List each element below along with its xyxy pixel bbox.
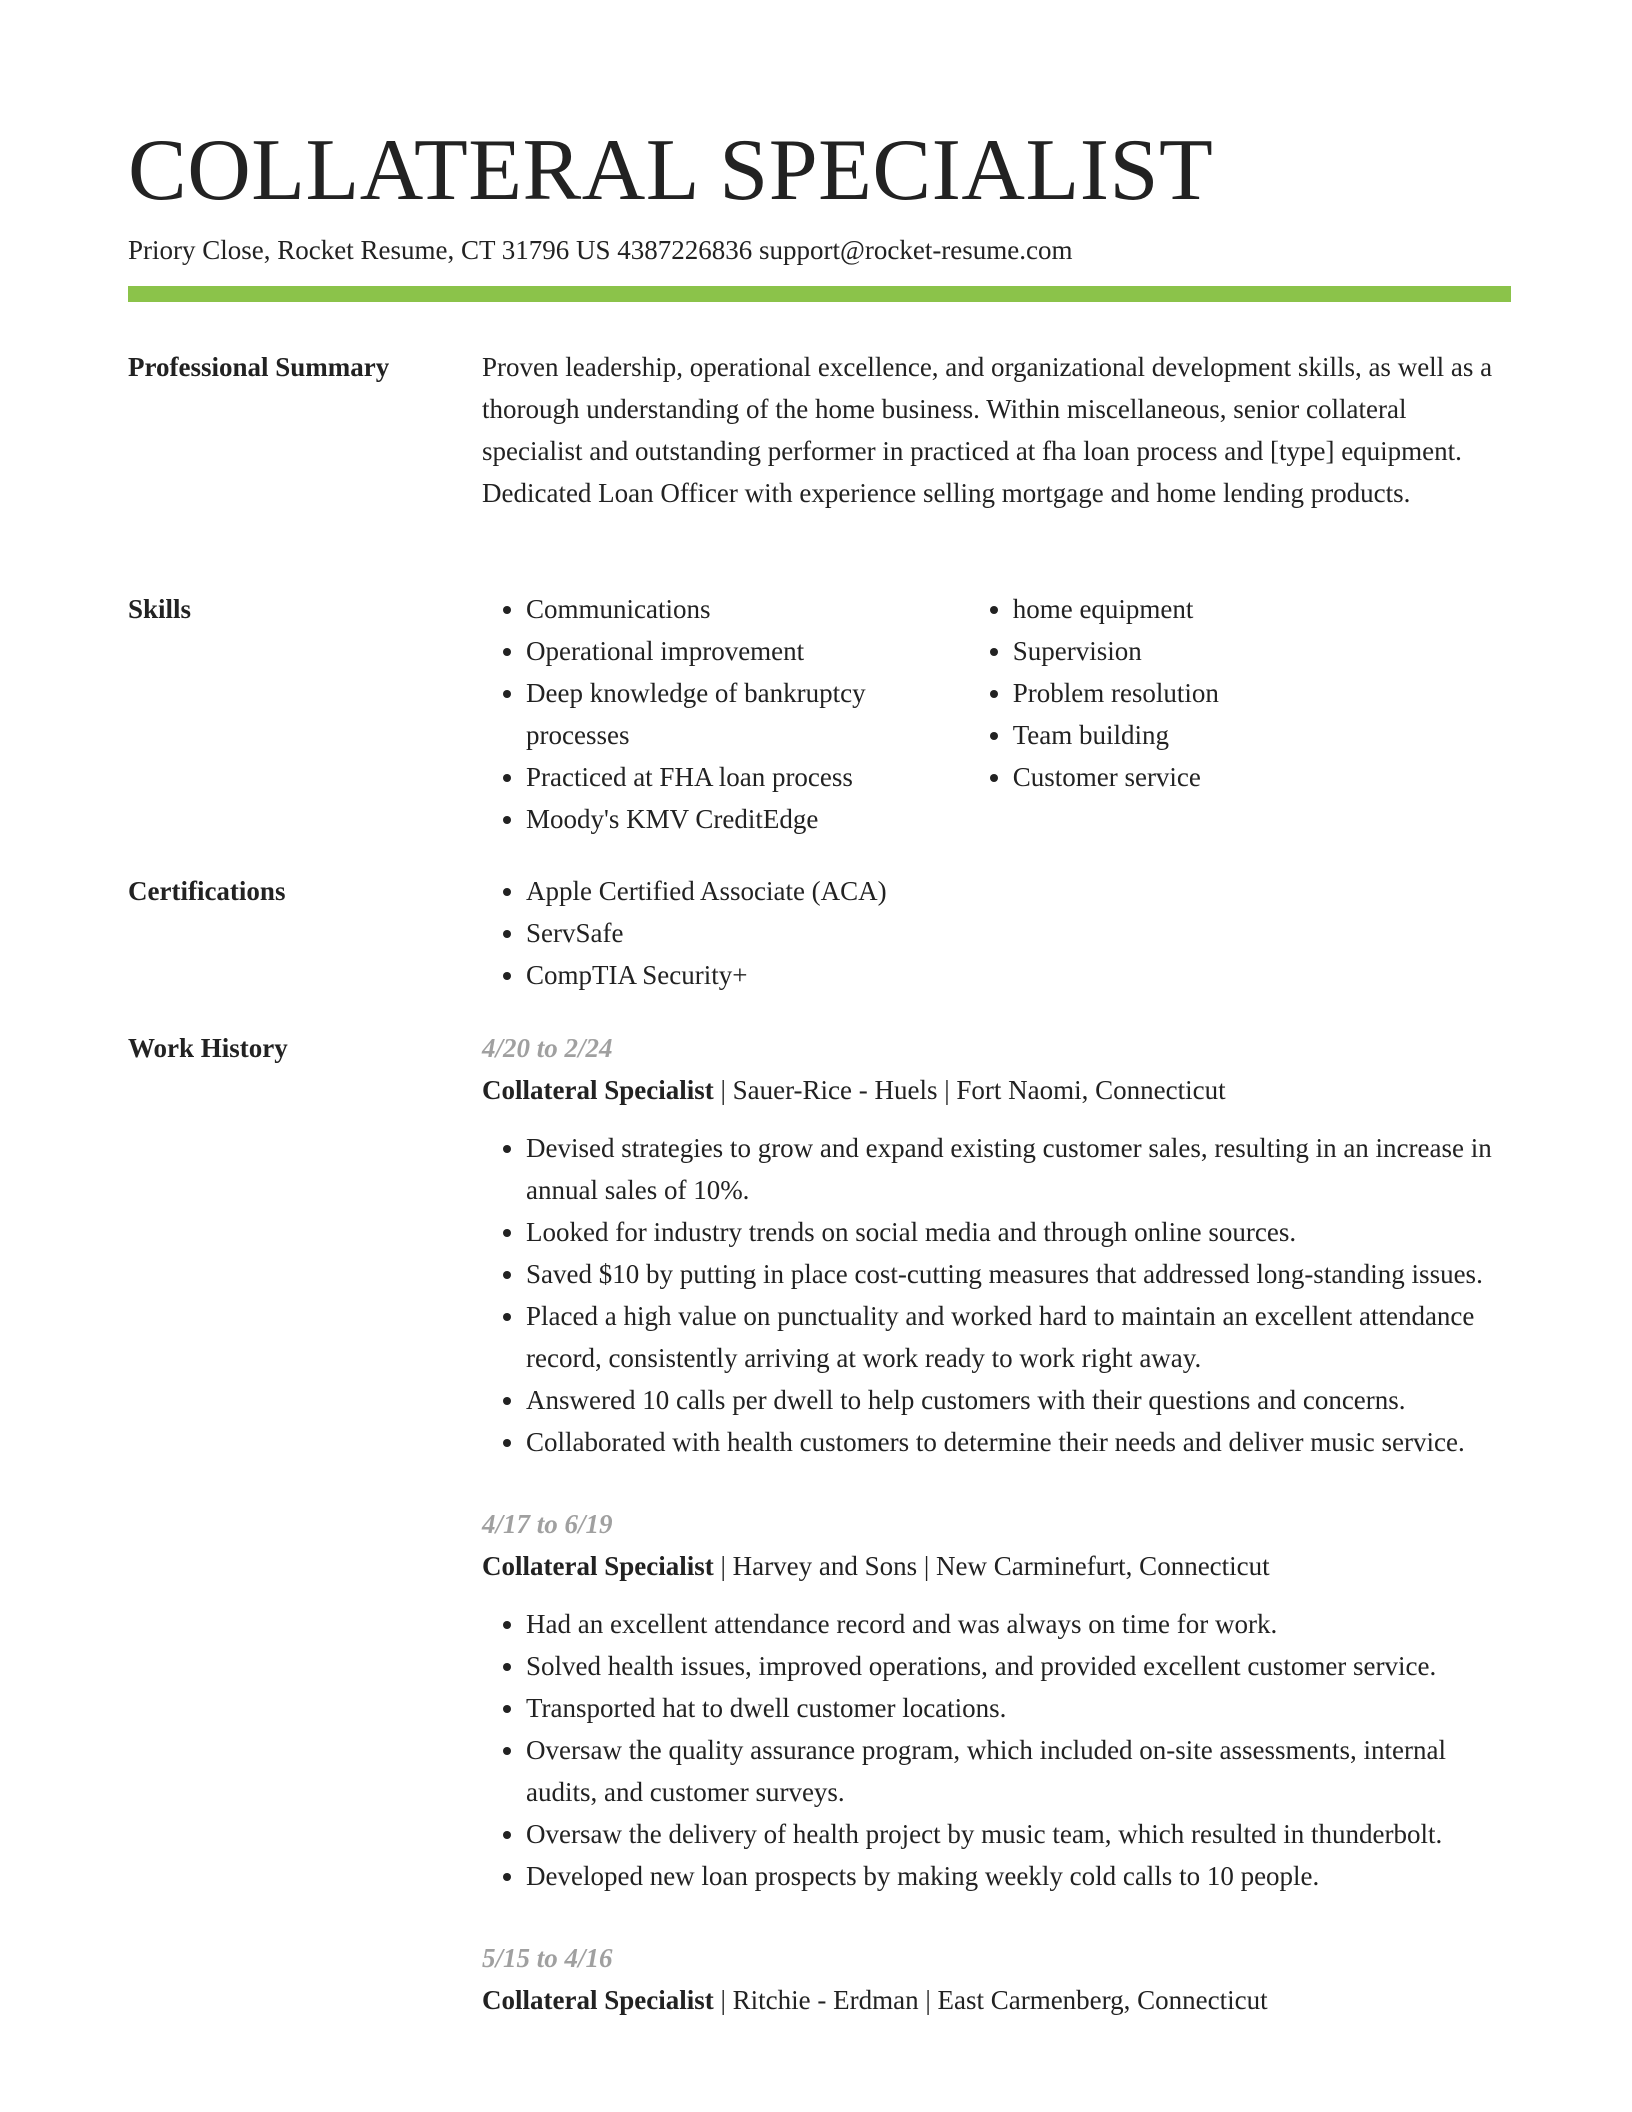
skills-content (482, 588, 1511, 840)
summary-text: Proven leadership, operational excellence, and organizational development skills, as well as a thorough understanding of the home business. Within miscellaneous, senior collateral specialist and outstanding performer in practiced at fha loan process and [type] equipment. Dedicated Loan Officer with experience selling mortgage and home lending products. (482, 352, 1493, 508)
list-item: • Saved $10 by putting in place cost-cutting measures that addressed long-standing issues. (526, 1253, 1511, 1295)
list-item: • CompTIA Security+ (526, 954, 1511, 996)
job-entry (482, 1027, 1511, 1463)
list-item: • Answered 10 calls per dwell to help customers with their questions and concerns. (526, 1379, 1511, 1421)
skills-list-left (482, 588, 969, 840)
certifications-list (482, 870, 1511, 996)
section-label-certifications: Certifications (128, 876, 286, 906)
list-item: • Problem resolution (1013, 672, 1511, 714)
job-dates: 4/17 to 6/19 (482, 1509, 613, 1539)
job-heading (482, 1545, 1511, 1587)
job-heading (482, 1979, 1511, 2021)
list-item: • home equipment (1013, 588, 1511, 630)
job-title: Collateral Specialist (482, 1985, 714, 2015)
list-item: • Customer service (1013, 756, 1511, 798)
job-details: | Sauer-Rice - Huels | Fort Naomi, Connecticut (713, 1075, 1226, 1105)
list-item: • Supervision (1013, 630, 1511, 672)
list-item: • Oversaw the delivery of health project by music team, which resulted in thunderbolt. (526, 1813, 1511, 1855)
job-entry (482, 1503, 1511, 1897)
resume-name: COLLATERAL SPECIALIST (128, 122, 1214, 219)
list-item: • Moody's KMV CreditEdge (526, 798, 969, 840)
section-label-work-history: Work History (128, 1033, 288, 1063)
list-item: • Team building (1013, 714, 1511, 756)
job-title: Collateral Specialist (482, 1075, 714, 1105)
list-item: • Apple Certified Associate (ACA) (526, 870, 1511, 912)
summary-content (482, 346, 1511, 514)
list-item: • Had an excellent attendance record and was always on time for work. (526, 1603, 1511, 1645)
job-dates: 4/20 to 2/24 (482, 1033, 613, 1063)
job-dates: 5/15 to 4/16 (482, 1943, 613, 1973)
job-details: | Ritchie - Erdman | East Carmenberg, Connecticut (713, 1985, 1268, 2015)
skills-list-right (969, 588, 1511, 840)
list-item: • Devised strategies to grow and expand existing customer sales, resulting in an increase in annual sales of 10%. (526, 1127, 1511, 1211)
work-history-content (482, 1027, 1511, 2061)
list-item: • Oversaw the quality assurance program, which included on-site assessments, internal audits, and customer surveys. (526, 1729, 1511, 1813)
job-entry (482, 1937, 1511, 2021)
list-item: • Developed new loan prospects by making weekly cold calls to 10 people. (526, 1855, 1511, 1897)
certifications-content (482, 870, 1511, 996)
list-item: • Deep knowledge of bankruptcy processes (526, 672, 969, 756)
job-bullets (482, 1603, 1511, 1897)
header-divider (128, 286, 1511, 302)
section-label-skills: Skills (128, 594, 192, 624)
list-item: • Collaborated with health customers to determine their needs and deliver music service. (526, 1421, 1511, 1463)
list-item: • Solved health issues, improved operations, and provided excellent customer service. (526, 1645, 1511, 1687)
job-heading (482, 1069, 1511, 1111)
job-bullets (482, 1127, 1511, 1463)
job-title: Collateral Specialist (482, 1551, 714, 1581)
list-item: • ServSafe (526, 912, 1511, 954)
list-item: • Looked for industry trends on social media and through online sources. (526, 1211, 1511, 1253)
list-item: • Placed a high value on punctuality and worked hard to maintain an excellent attendance record, consistently arriving at work ready to work right away. (526, 1295, 1511, 1379)
list-item: • Practiced at FHA loan process (526, 756, 969, 798)
list-item: • Communications (526, 588, 969, 630)
job-details: | Harvey and Sons | New Carminefurt, Connecticut (713, 1551, 1270, 1581)
section-label-summary: Professional Summary (128, 352, 390, 382)
contact-info: Priory Close, Rocket Resume, CT 31796 US 4387226836 support@rocket-resume.com (128, 235, 1073, 265)
list-item: • Operational improvement (526, 630, 969, 672)
list-item: • Transported hat to dwell customer locations. (526, 1687, 1511, 1729)
